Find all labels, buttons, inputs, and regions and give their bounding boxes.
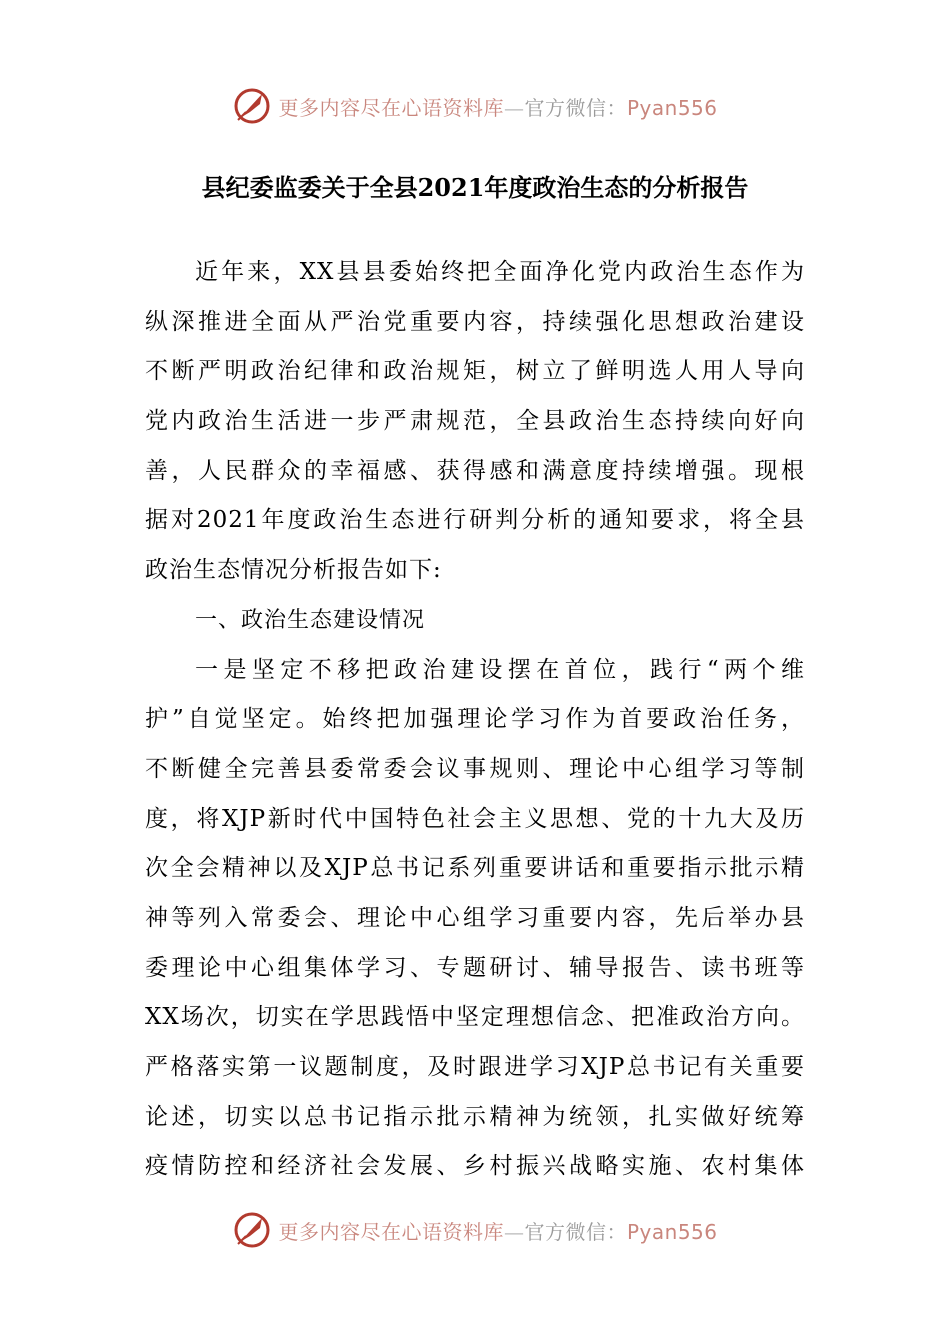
paragraph-line: 善，人民群众的幸福感、获得感和满意度持续增强。现根	[145, 457, 805, 484]
watermark-id: Pyan556	[626, 95, 718, 120]
quill-logo-icon	[232, 1210, 272, 1250]
paragraph-line: 政治生态情况分析报告如下:	[145, 557, 442, 584]
watermark-label: 官方微信：	[524, 95, 627, 120]
paragraph-line: 委理论中心组集体学习、专题研讨、辅导报告、读书班等	[145, 954, 805, 981]
paragraph-line: 不断严明政治纪律和政治规矩，树立了鲜明选人用人导向	[145, 358, 805, 385]
header-watermark	[0, 82, 950, 130]
paragraph-line: 党内政治生活进一步严肃规范，全县政治生态持续向好向	[145, 408, 805, 435]
document-title: 县纪委监委关于全县2021年度政治生态的分析报告	[201, 173, 749, 202]
quill-logo-icon	[232, 86, 272, 126]
paragraph-line: 据对2021年度政治生态进行研判分析的通知要求，将全县	[145, 507, 805, 534]
footer-watermark	[0, 1206, 950, 1254]
paragraph-line: 护”自觉坚定。始终把加强理论学习作为首要政治任务，	[145, 706, 805, 733]
paragraph-line: 近年来，XX县县委始终把全面净化党内政治生态作为	[195, 259, 805, 285]
paragraph-line: 神等列入常委会、理论中心组学习重要内容，先后举办县	[145, 904, 805, 931]
watermark-site-text: 更多内容尽在心语资料库	[278, 1219, 504, 1244]
watermark-label: 官方微信：	[524, 1219, 627, 1244]
paragraph-line: 论述，切实以总书记指示批示精神为统领，扎实做好统筹	[145, 1103, 805, 1130]
paragraph-line: XX场次，切实在学思践悟中坚定理想信念、把准政治方向。	[145, 1004, 805, 1031]
watermark-id: Pyan556	[626, 1219, 718, 1244]
watermark-dash: —	[503, 1219, 525, 1244]
paragraph-line: 不断健全完善县委常委会议事规则、理论中心组学习等制	[145, 755, 805, 782]
document-body	[145, 248, 805, 1192]
paragraph-line: 疫情防控和经济社会发展、乡村振兴战略实施、农村集体	[145, 1153, 805, 1180]
paragraph-line: 次全会精神以及XJP总书记系列重要讲话和重要指示批示精	[145, 855, 805, 882]
watermark-dash: —	[503, 95, 525, 120]
paragraph-line: 一是坚定不移把政治建设摆在首位，践行“两个维	[195, 656, 805, 683]
paragraph-line: 度，将XJP新时代中国特色社会主义思想、党的十九大及历	[145, 805, 805, 832]
paragraph-line: 严格落实第一议题制度，及时跟进学习XJP总书记有关重要	[145, 1054, 805, 1080]
paragraph-line: 纵深推进全面从严治党重要内容，持续强化思想政治建设	[145, 308, 805, 335]
section-heading: 一、政治生态建设情况	[195, 607, 426, 633]
watermark-site-text: 更多内容尽在心语资料库	[278, 95, 504, 120]
